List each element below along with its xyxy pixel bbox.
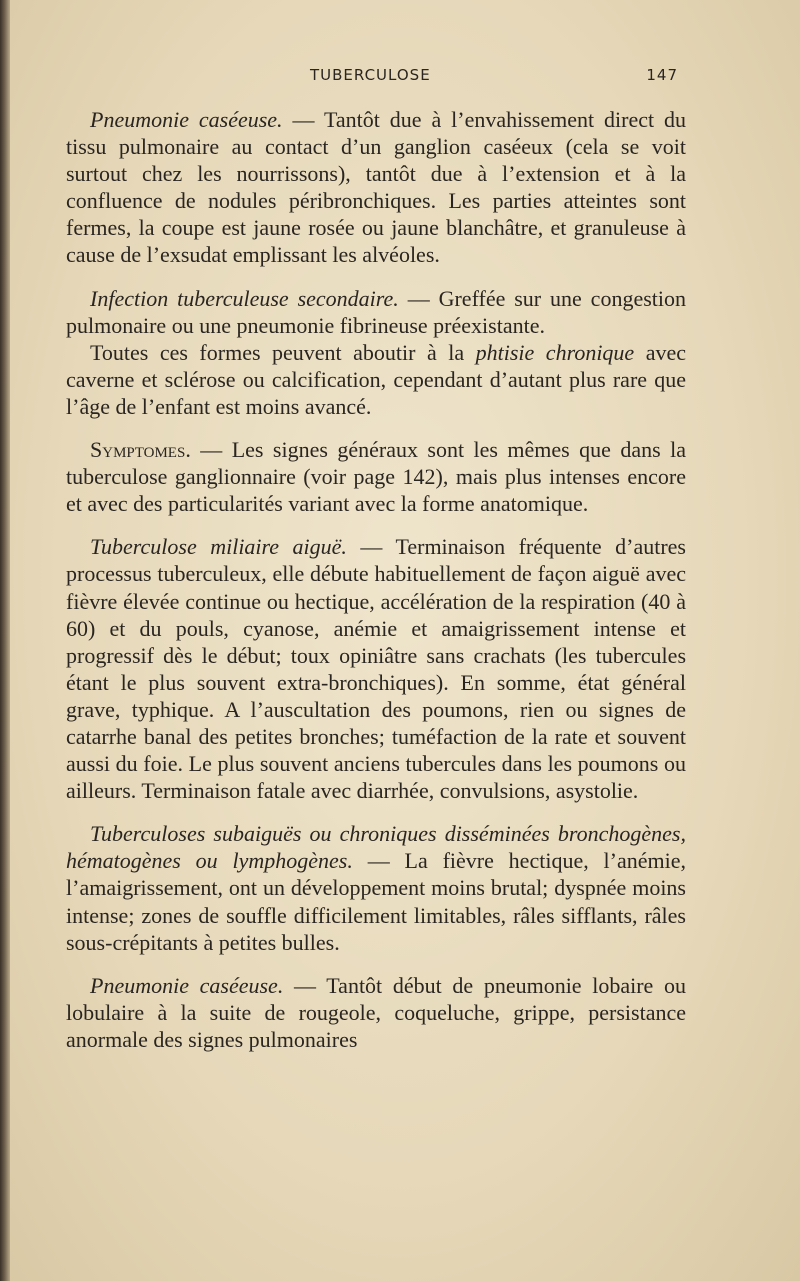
paragraph-infection-secondaire: [66, 285, 686, 339]
book-spine-edge: [0, 0, 10, 1281]
paragraph-text: — Tantôt début de pneumonie lobaire ou lobulaire à la suite de rougeole, coqueluche, grippe, persistance anormale des signes pulmonaires: [66, 972, 686, 1052]
paragraph-pneumonie-caseeuse: [66, 106, 686, 269]
paragraph-pneumonie-caseeuse-2: [66, 972, 686, 1053]
section-lead: Tuberculoses subaiguës ou chroniques disséminées bronchogènes, hématogènes ou lymphogènes.: [66, 821, 686, 874]
paragraph-text: — Terminaison fréquente d’autres processus tuberculeux, elle débute habituellement de façon aiguë avec fièvre élevée continue ou hectique, accélération de la respiration (40 à 60) et du pouls, cyanose, anémie et amaigrissement intense et progressif dès le début; toux opiniâtre sans crachats (les tubercules étant le plus souvent extra-bronchiques). En somme, état général grave, typhique. A l’auscultation des poumons, rien ou signes de catarrhe banal des petites bronches; tuméfaction de la rate et souvent aussi du foie. Le plus souvent anciens tubercules dans les poumons ou ailleurs. Terminaison fatale avec diarrhée, convulsions, asystolie.: [66, 534, 686, 804]
paragraph-text: Toutes ces formes peuvent aboutir à la: [90, 339, 476, 365]
paragraph-text: — La fièvre hectique, l’anémie, l’amaigrissement, ont un développement moins brutal; dyspnée moins intense; zones de souffle difficilement limitables, râles sifflants, râles sous-crépitants à petites bulles.: [66, 848, 686, 955]
section-lead: Infection tuberculeuse secondaire.: [90, 285, 399, 311]
paragraph-tuberculoses-subaigues: [66, 820, 686, 955]
paragraph-text: avec caverne et sclérose ou calcification, cependant d’autant plus rare que l’âge de l’enfant est moins avancé.: [66, 339, 686, 419]
page-number: 147: [646, 66, 678, 84]
running-title: TUBERCULOSE: [310, 66, 431, 84]
section-heading: Symptomes.: [90, 437, 191, 463]
section-lead: Pneumonie caséeuse.: [90, 107, 283, 132]
section-lead: Tuberculose miliaire aiguë.: [90, 534, 347, 560]
italic-term: phtisie chronique: [475, 339, 635, 365]
book-page: [66, 62, 686, 1053]
paragraph-text: — Greffée sur une congestion pulmonaire ou une pneumonie fibrineuse préexistante.: [66, 285, 687, 338]
paragraph-symptomes: [66, 436, 686, 517]
paragraph-toutes-ces-formes: [66, 339, 686, 420]
paragraph-text: — Tantôt due à l’envahissement direct du tissu pulmonaire au contact d’un ganglion caséeux (cela se voit surtout chez les nourrissons), tantôt due à l’extension et à la confluence de nodules péribronchiques. Les parties atteintes sont fermes, la coupe est jaune rosée ou jaune blanchâtre, et granuleuse à cause de l’exsudat emplissant les alvéoles.: [66, 107, 686, 268]
paragraph-tuberculose-miliaire: [66, 533, 686, 804]
paragraph-text: — Les signes généraux sont les mêmes que dans la tuberculose ganglionnaire (voir page 142), mais plus intenses encore et avec des particularités variant avec la forme anatomique.: [66, 437, 686, 517]
running-header: [66, 62, 686, 92]
section-lead: Pneumonie caséeuse.: [90, 972, 284, 998]
